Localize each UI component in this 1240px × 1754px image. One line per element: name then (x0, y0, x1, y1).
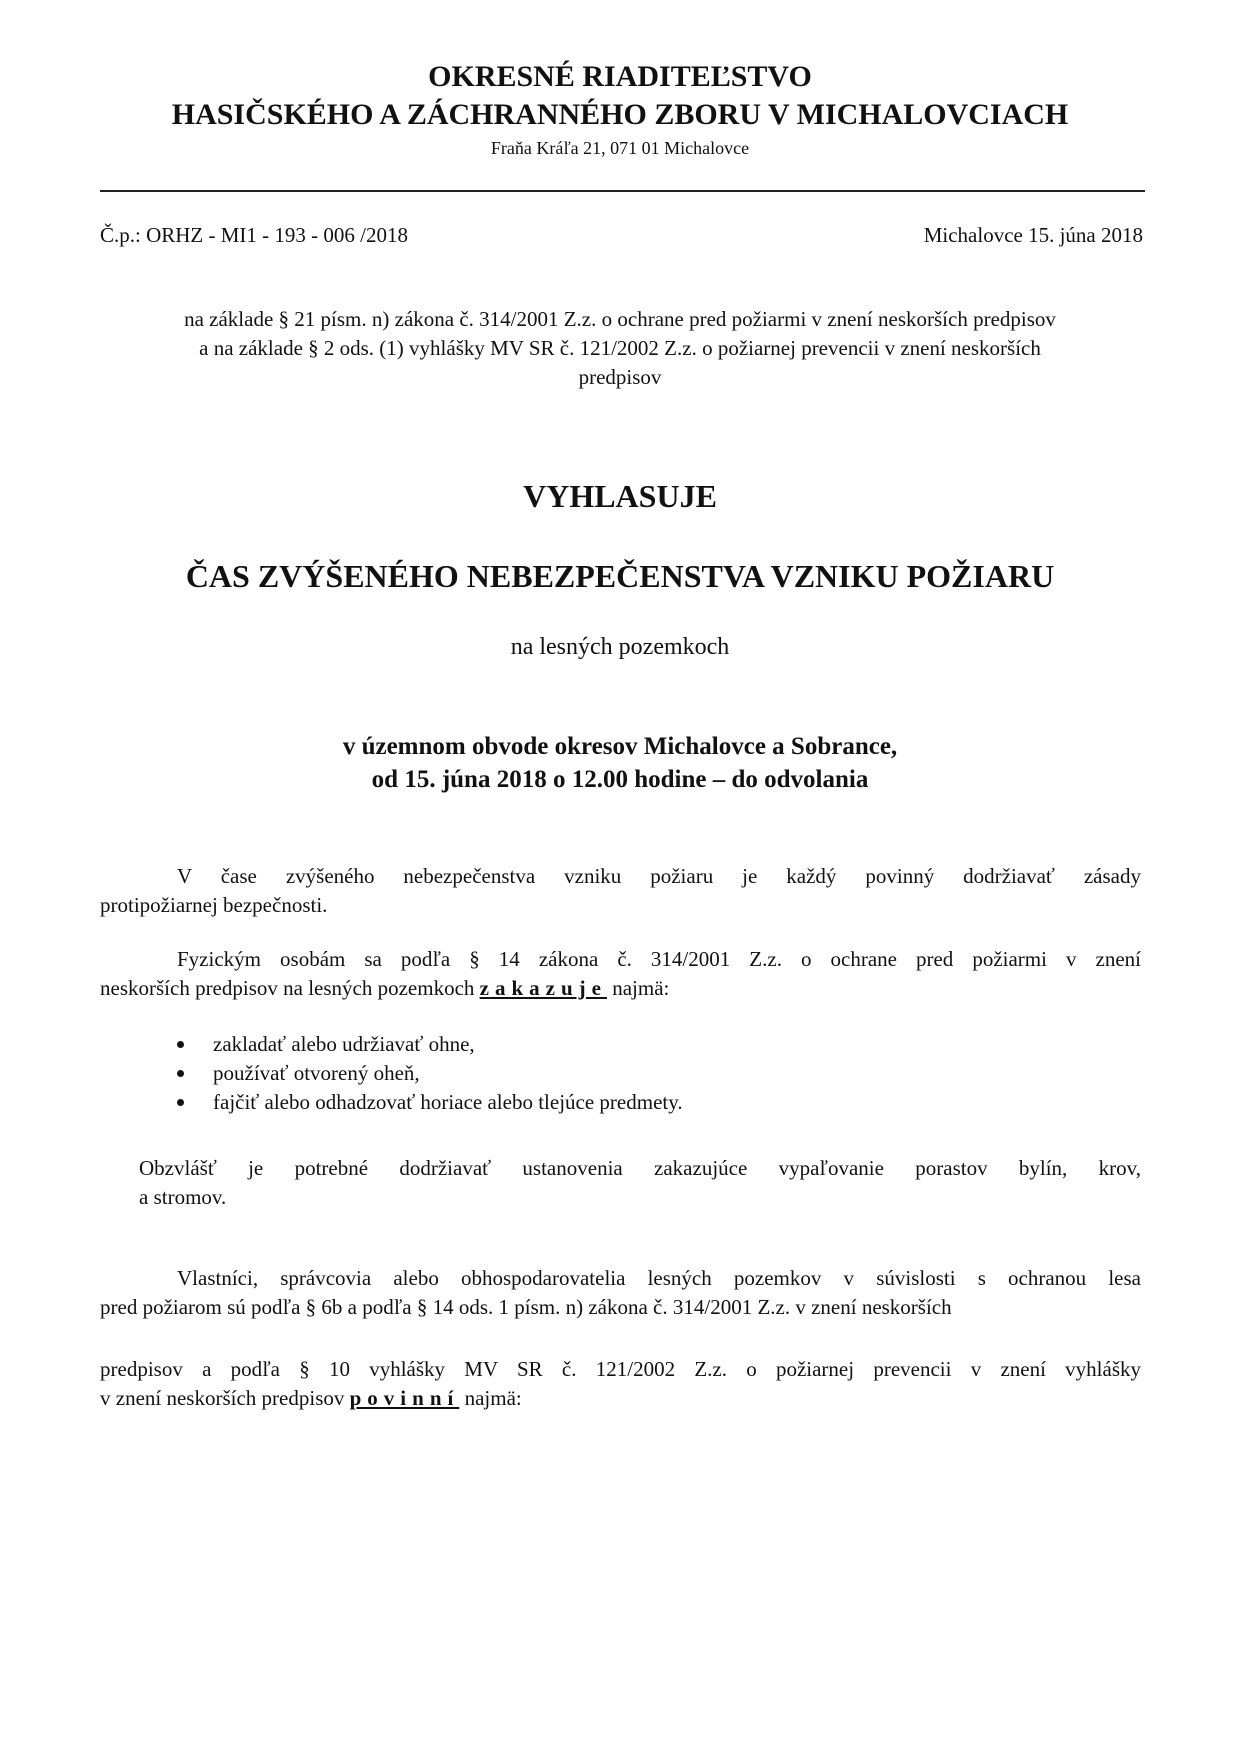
list-item (100, 1088, 1140, 1117)
paragraph-line: Vlastníci, správcovia alebo obhospodarovatelia lesných pozemkov v súvislosti s ochranou lesa (177, 1266, 1141, 1290)
paragraph-line: protipožiarnej bezpečnosti. (100, 893, 328, 917)
prohibited-emphasis: zakazuje (479, 976, 607, 1000)
paragraph-burning-ban (139, 1154, 1141, 1212)
paragraph-text: najmä: (459, 1386, 522, 1410)
prohibitions-list (100, 1030, 1140, 1117)
legal-basis-line: a na základe § 2 ods. (1) vyhlášky MV SR č. 121/2002 Z.z. o požiarnej prevencii v znení neskorších (199, 336, 1041, 360)
scope-period: od 15. júna 2018 o 12.00 hodine – do odvolania (371, 766, 869, 793)
paragraph-line: V čase zvýšeného nebezpečenstva vzniku požiaru je každý povinný dodržiavať zásady (177, 864, 1141, 888)
place-date: Michalovce 15. júna 2018 (923, 223, 1143, 247)
reference-number: Č.p.: ORHZ - MI1 - 193 - 006 /2018 (100, 223, 408, 247)
list-item (100, 1059, 1140, 1088)
paragraph-owners-duties-continued (100, 1355, 1141, 1413)
paragraph-owners-duties (100, 1264, 1141, 1322)
paragraph-line: Obzvlášť je potrebné dodržiavať ustanovenia zakazujúce vypaľovanie porastov bylín, krov, (139, 1156, 1141, 1180)
scope-area: v územnom obvode okresov Michalovce a Sobrance, (342, 733, 898, 760)
list-item-text: fajčiť alebo odhadzovať horiace alebo tlejúce predmety. (213, 1090, 683, 1114)
paragraph-line (100, 1384, 1141, 1413)
notice-title: ČAS ZVÝŠENÉHO NEBEZPEČENSTVA VZNIKU POŽIARU (185, 558, 1055, 594)
paragraph-line: Fyzickým osobám sa podľa § 14 zákona č. 314/2001 Z.z. o ochrane pred požiarmi v znení (177, 947, 1141, 971)
paragraph-line: predpisov a podľa § 10 vyhlášky MV SR č. 121/2002 Z.z. o požiarnej prevencii v znení vyhlášky (100, 1357, 1141, 1381)
organization-name-line1: OKRESNÉ RIADITEĽSTVO (428, 60, 812, 93)
list-item (100, 1030, 1140, 1059)
declaration-heading: VYHLASUJE (523, 478, 717, 514)
paragraph-line (100, 974, 1141, 1003)
list-item-text: používať otvorený oheň, (213, 1061, 420, 1085)
paragraph-line: pred požiarom sú podľa § 6b a podľa § 14 ods. 1 písm. n) zákona č. 314/2001 Z.z. v znení neskorších (100, 1295, 952, 1319)
paragraph-prohibitions-intro (100, 945, 1141, 1003)
bullet-icon (177, 1041, 184, 1048)
paragraph-general-duty (100, 862, 1141, 920)
list-item-text: zakladať alebo udržiavať ohne, (213, 1032, 475, 1056)
obligation-emphasis: povinní (349, 1386, 460, 1410)
paragraph-text: neskorších predpisov na lesných pozemkoch (100, 976, 480, 1000)
notice-scope (100, 730, 1140, 796)
legal-basis (100, 305, 1140, 392)
paragraph-text: najmä: (606, 976, 670, 1000)
header-divider (100, 190, 1145, 192)
paragraph-line: a stromov. (139, 1185, 227, 1209)
legal-basis-line: predpisov (578, 365, 662, 389)
bullet-icon (177, 1099, 184, 1106)
organization-name-line2: HASIČSKÉHO A ZÁCHRANNÉHO ZBORU V MICHALOVCIACH (171, 98, 1069, 131)
organization-address: Fraňa Kráľa 21, 071 01 Michalovce (490, 138, 750, 158)
legal-basis-line: na základe § 21 písm. n) zákona č. 314/2001 Z.z. o ochrane pred požiarmi v znení neskorších predpisov (184, 307, 1056, 331)
notice-subtitle: na lesných pozemkoch (510, 634, 730, 660)
paragraph-text: v znení neskorších predpisov (100, 1386, 350, 1410)
bullet-icon (177, 1070, 184, 1077)
